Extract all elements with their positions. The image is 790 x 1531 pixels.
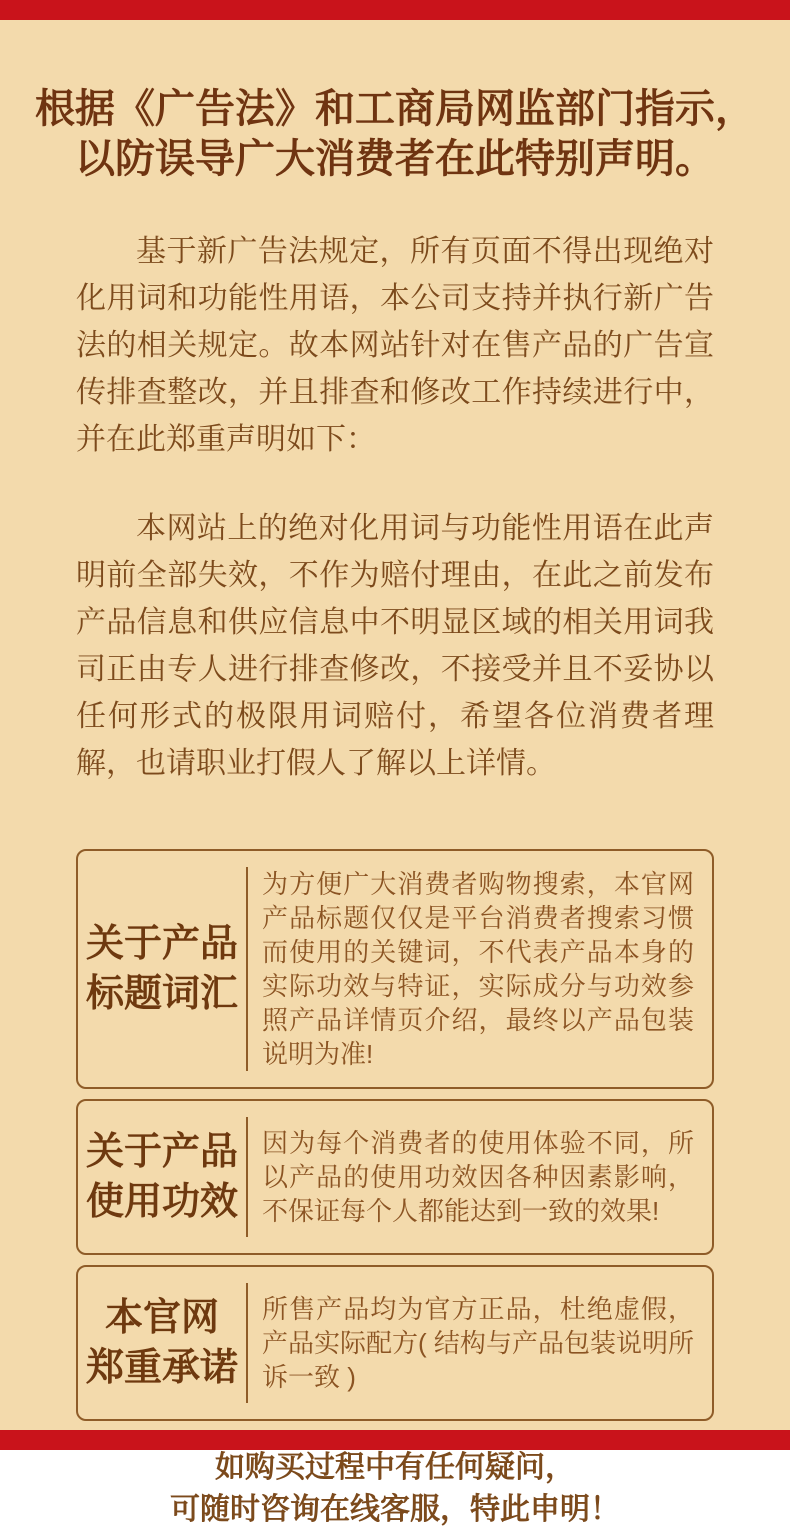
paragraph-invalidation-statement: 本网站上的绝对化用词与功能性用语在此声明前全部失效，不作为赔付理由，在此之前发布产品信息和供应信息中不明显区域的相关用词我司正由专人进行排查修改，不接受并且不妥协以任何形式的极限用词赔付，希望各位消费者理解，也请职业打假人了解以上详情。 [76, 512, 714, 780]
content-area [0, 228, 790, 1531]
box-description-official-promise: 所售产品均为官方正品，杜绝虚假，产品实际配方( 结构与产品包装说明所诉一致 ) [262, 1294, 694, 1392]
notice-box-product-efficacy [76, 1099, 714, 1255]
bottom-red-band [0, 1430, 790, 1450]
title-line-2: 以防误导广大消费者在此特别声明。 [75, 136, 715, 181]
box-label-product-title [78, 851, 246, 1087]
box-description-product-efficacy: 因为每个消费者的使用体验不同，所以产品的使用功效因各种因素影响，不保证每个人都能达到一致的效果! [262, 1128, 694, 1226]
footer-line-2: 可随时咨询在线客服，特此申明！ [170, 1493, 620, 1526]
box-label-line-2: 使用功效 [85, 1181, 238, 1223]
footer-contact-note [76, 1447, 714, 1531]
box-label-line-2: 郑重承诺 [85, 1347, 238, 1389]
notice-boxes [76, 849, 714, 1421]
box-label-line-2: 标题词汇 [85, 973, 238, 1015]
top-red-band [0, 0, 790, 20]
box-label-official-promise [78, 1267, 246, 1419]
paragraph-new-ad-law: 基于新广告法规定，所有页面不得出现绝对化用词和功能性用语，本公司支持并执行新广告法的相关规定。故本网站针对在售产品的广告宣传排查整改，并且排查和修改工作持续进行中，并在此郑重声明如下： [76, 235, 714, 456]
box-label-line-1: 关于产品 [85, 923, 238, 965]
box-description-product-title: 为方便广大消费者购物搜索，本官网产品标题仅仅是平台消费者搜索习惯而使用的关键词，不代表产品本身的实际功效与特证，实际成分与功效参照产品详情页介绍，最终以产品包装说明为准! [262, 869, 694, 1069]
box-label-line-1: 关于产品 [85, 1131, 238, 1173]
page-title [0, 0, 790, 184]
box-label-product-efficacy [78, 1101, 246, 1253]
title-line-1: 根据《广告法》和工商局网监部门指示， [35, 86, 755, 131]
notice-box-official-promise [76, 1265, 714, 1421]
footer-line-1: 如购买过程中有任何疑问， [215, 1451, 575, 1484]
notice-box-product-title-keywords [76, 849, 714, 1089]
box-label-line-1: 本官网 [104, 1297, 219, 1339]
